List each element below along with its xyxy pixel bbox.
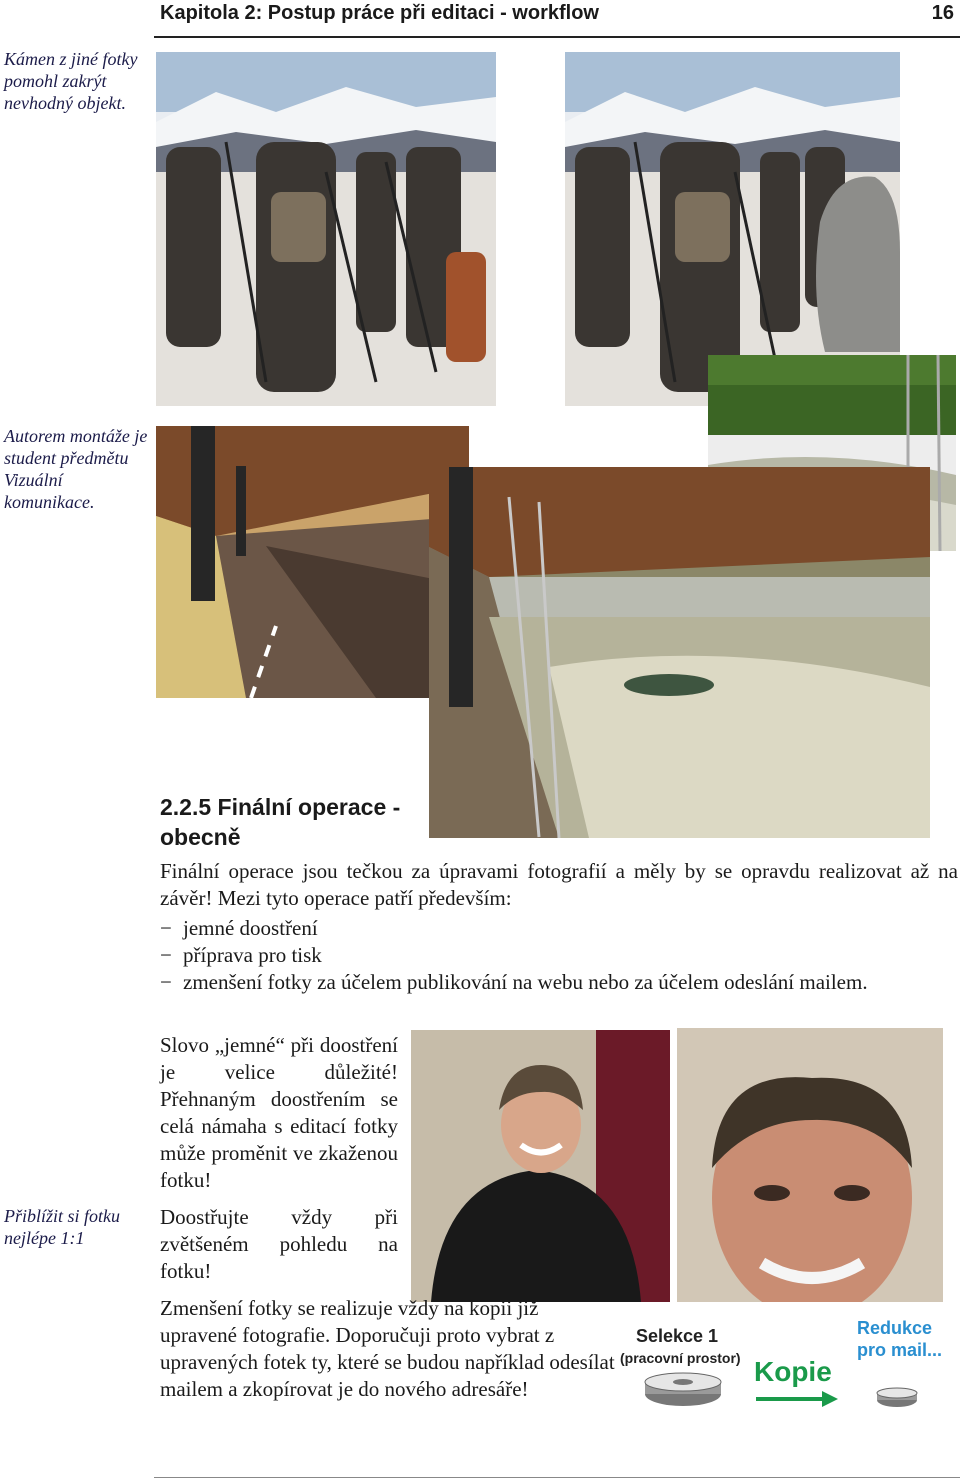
source-label: Selekce 1 <box>636 1326 719 1346</box>
zoom-paragraph: Doostřujte vždy při zvětšeném pohledu na fotku! <box>160 1205 398 1283</box>
sharpen-paragraph: Slovo „jemné“ při doostření je velice důležité! Přehnaným doostřením se celá námaha s editací fotky může proměnit ve zkaženou fotku! <box>160 1033 398 1192</box>
list-item: − zmenšení fotky za účelem publikování na webu nebo za účelem odeslání mailem. <box>160 969 930 996</box>
photo-metro-station <box>156 426 469 698</box>
list-item: − příprava pro tisk <box>160 942 930 969</box>
copy-reduce-diagram <box>614 1310 960 1418</box>
hard-disk-icon <box>644 1372 722 1408</box>
operations-list <box>160 915 930 996</box>
photo-ski-group-original <box>156 52 496 406</box>
footer-rule <box>154 1477 960 1478</box>
photo-metro-rafting-montage <box>429 467 930 838</box>
target-label-line1: Redukce <box>857 1318 933 1338</box>
intro-paragraph: Finální operace jsou tečkou za úpravami fotografií a měly by se opravdu realizovat až na závěr! Mezi tyto operace patří především: <box>160 859 958 910</box>
margin-note-author: Autorem montáže je student předmětu Vizuální komunikace. <box>4 426 148 512</box>
section-heading: 2.2.5 Finální operace - obecně <box>160 794 401 850</box>
copy-label: Kopie <box>754 1356 832 1387</box>
list-item: − jemné doostření <box>160 915 930 942</box>
source-sublabel: (pracovní prostor) <box>620 1350 741 1366</box>
photo-oversharpened-face <box>677 1028 943 1302</box>
arrow-right-icon <box>754 1390 840 1408</box>
page-number: 16 <box>931 2 954 24</box>
chapter-title: Kapitola 2: Postup práce při editaci - workflow <box>160 2 599 24</box>
margin-note-stone: Kámen z jiné fotky pomohl zakrýt nevhodný objekt. <box>4 49 138 113</box>
header-rule <box>154 36 960 38</box>
target-label-line2: pro mail... <box>857 1340 943 1360</box>
photo-ski-group-edited <box>565 52 900 406</box>
resize-paragraph: Zmenšení fotky se realizuje vždy na kopii již upravené fotografie. Doporučuji proto vybrat z upravených fotek ty, které se budou například odesílat mailem a zkopírovat je do nového adresáře! <box>160 1296 615 1401</box>
margin-note-zoom: Přiblížit si fotku nejlépe 1:1 <box>4 1206 121 1248</box>
small-hard-disk-icon <box>876 1386 918 1408</box>
photo-portrait <box>411 1030 670 1302</box>
